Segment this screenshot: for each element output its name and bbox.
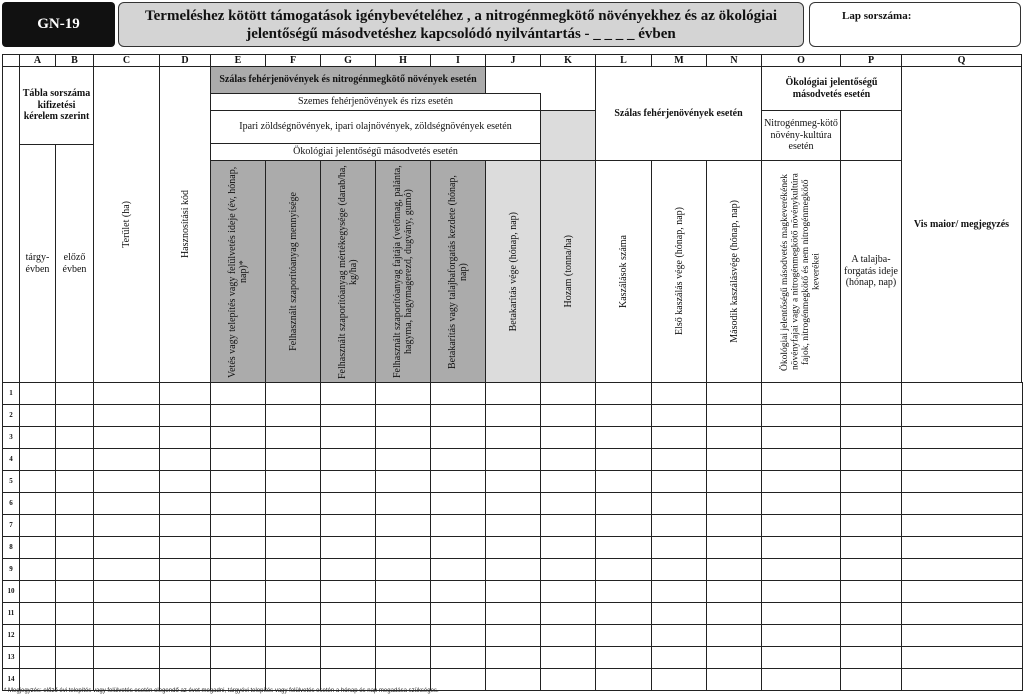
form-title-line2: jelentőségű másodvetéshez kapcsolódó nyilvántartás - _ _ _ _ évben [246, 25, 676, 42]
table-cell[interactable] [595, 602, 652, 625]
table-cell[interactable] [901, 514, 1023, 537]
table-cell[interactable] [55, 580, 94, 603]
table-cell[interactable] [485, 448, 541, 471]
table-cell[interactable] [93, 426, 160, 449]
table-cell[interactable] [159, 492, 211, 515]
header-col-M: Első kaszálás vége (hónap, nap) [651, 160, 707, 383]
table-cell[interactable] [485, 646, 541, 669]
table-cell[interactable] [320, 558, 376, 581]
table-cell[interactable] [595, 624, 652, 647]
table-cell[interactable] [840, 448, 902, 471]
group-okologiai-O-P: Ökológiai jelentőségű másodvetés esetén [761, 66, 902, 111]
table-cell[interactable] [19, 448, 56, 471]
table-cell[interactable] [761, 382, 841, 405]
table-cell[interactable] [210, 624, 266, 647]
table-cell[interactable] [375, 558, 431, 581]
table-cell[interactable] [265, 602, 321, 625]
table-cell[interactable] [485, 514, 541, 537]
column-letter-L: L [595, 54, 652, 67]
table-cell[interactable] [55, 426, 94, 449]
table-cell[interactable] [265, 404, 321, 427]
sheet-number-box[interactable] [809, 2, 1021, 47]
table-cell[interactable] [430, 646, 486, 669]
table-cell[interactable] [595, 668, 652, 691]
group-nitrogen-O: Nitrogénmeg-kötő növény-kultúra esetén [761, 110, 841, 161]
table-cell[interactable] [375, 448, 431, 471]
table-cell[interactable] [840, 602, 902, 625]
header-col-L: Kaszálások száma [595, 160, 652, 383]
table-cell[interactable] [93, 470, 160, 493]
header-col-E: Vetés vagy telepítés vagy felülvetés ideje (év, hónap, nap)* [210, 160, 266, 383]
table-cell[interactable] [55, 624, 94, 647]
table-cell[interactable] [651, 646, 707, 669]
table-cell[interactable] [706, 492, 762, 515]
k-shaded-top [540, 110, 596, 161]
table-cell[interactable] [19, 624, 56, 647]
table-cell[interactable] [595, 492, 652, 515]
group-okologiai-E: Ökológiai jelentőségű másodvetés esetén [210, 143, 541, 161]
table-cell[interactable] [320, 536, 376, 559]
table-cell[interactable] [430, 492, 486, 515]
table-cell[interactable] [320, 580, 376, 603]
table-cell[interactable] [430, 536, 486, 559]
table-cell[interactable] [55, 514, 94, 537]
table-cell[interactable] [706, 382, 762, 405]
table-cell[interactable] [210, 580, 266, 603]
row-number: 3 [2, 426, 20, 449]
header-col-N: Második kaszálásvége (hónap, nap) [706, 160, 762, 383]
column-letter-F: F [265, 54, 321, 67]
table-cell[interactable] [901, 492, 1023, 515]
column-letter-M: M [651, 54, 707, 67]
table-cell[interactable] [320, 624, 376, 647]
table-cell[interactable] [55, 382, 94, 405]
table-cell[interactable] [651, 624, 707, 647]
table-cell[interactable] [265, 470, 321, 493]
table-cell[interactable] [159, 404, 211, 427]
column-letter-A: A [19, 54, 56, 67]
row-number: 13 [2, 646, 20, 669]
table-cell[interactable] [651, 536, 707, 559]
header-col-G: Felhasznált szaporítóanyag mértékegysége (darab/ha, kg/ha) [320, 160, 376, 383]
table-cell[interactable] [651, 404, 707, 427]
row-number: 5 [2, 470, 20, 493]
table-cell[interactable] [93, 448, 160, 471]
row-number: 7 [2, 514, 20, 537]
table-cell[interactable] [55, 602, 94, 625]
table-cell[interactable] [485, 558, 541, 581]
table-cell[interactable] [375, 624, 431, 647]
table-cell[interactable] [210, 558, 266, 581]
table-cell[interactable] [540, 470, 596, 493]
table-cell[interactable] [706, 514, 762, 537]
table-cell[interactable] [901, 558, 1023, 581]
column-letter-O: O [761, 54, 841, 67]
table-cell[interactable] [761, 580, 841, 603]
table-cell[interactable] [430, 448, 486, 471]
table-cell[interactable] [210, 404, 266, 427]
table-cell[interactable] [540, 646, 596, 669]
table-cell[interactable] [651, 382, 707, 405]
table-cell[interactable] [595, 426, 652, 449]
empty-top-JK [485, 66, 596, 94]
table-cell[interactable] [840, 470, 902, 493]
table-cell[interactable] [706, 448, 762, 471]
group-szemes: Szemes fehérjenövények és rizs esetén [210, 93, 541, 111]
table-cell[interactable] [93, 602, 160, 625]
table-cell[interactable] [19, 536, 56, 559]
table-cell[interactable] [320, 602, 376, 625]
table-cell[interactable] [840, 646, 902, 669]
column-letter-I: I [430, 54, 486, 67]
table-cell[interactable] [19, 426, 56, 449]
table-cell[interactable] [430, 580, 486, 603]
table-cell[interactable] [93, 558, 160, 581]
table-cell[interactable] [430, 426, 486, 449]
table-cell[interactable] [761, 646, 841, 669]
table-cell[interactable] [320, 426, 376, 449]
table-cell[interactable] [651, 558, 707, 581]
table-cell[interactable] [706, 668, 762, 691]
table-cell[interactable] [761, 514, 841, 537]
table-cell[interactable] [265, 382, 321, 405]
table-cell[interactable] [55, 448, 94, 471]
table-cell[interactable] [595, 514, 652, 537]
table-cell[interactable] [375, 382, 431, 405]
table-cell[interactable] [540, 558, 596, 581]
table-cell[interactable] [210, 448, 266, 471]
table-cell[interactable] [93, 536, 160, 559]
table-cell[interactable] [761, 602, 841, 625]
table-cell[interactable] [901, 624, 1023, 647]
table-cell[interactable] [706, 580, 762, 603]
row-number-header [2, 66, 20, 383]
header-col-Q: Vis maior/ megjegyzés [901, 66, 1022, 383]
table-cell[interactable] [430, 470, 486, 493]
table-cell[interactable] [210, 382, 266, 405]
table-cell[interactable] [595, 558, 652, 581]
header-col-K: Hozam (tonna/ha) [540, 160, 596, 383]
table-cell[interactable] [265, 448, 321, 471]
form-title [118, 2, 804, 47]
table-cell[interactable] [375, 602, 431, 625]
table-cell[interactable] [651, 448, 707, 471]
table-cell[interactable] [485, 580, 541, 603]
table-cell[interactable] [55, 536, 94, 559]
table-cell[interactable] [210, 602, 266, 625]
table-cell[interactable] [19, 580, 56, 603]
table-cell[interactable] [901, 426, 1023, 449]
table-cell[interactable] [840, 624, 902, 647]
table-cell[interactable] [430, 382, 486, 405]
column-letter-K: K [540, 54, 596, 67]
table-cell[interactable] [430, 558, 486, 581]
header-col-F: Felhasznált szaporítóanyag mennyisége [265, 160, 321, 383]
row-number: 9 [2, 558, 20, 581]
table-cell[interactable] [595, 470, 652, 493]
table-cell[interactable] [320, 382, 376, 405]
table-cell[interactable] [540, 426, 596, 449]
table-cell[interactable] [651, 602, 707, 625]
table-cell[interactable] [485, 470, 541, 493]
table-cell[interactable] [375, 536, 431, 559]
table-cell[interactable] [761, 404, 841, 427]
column-letter-J: J [485, 54, 541, 67]
table-cell[interactable] [159, 426, 211, 449]
table-cell[interactable] [320, 646, 376, 669]
header-col-D: Hasznosítási kód [159, 66, 211, 383]
table-cell[interactable] [540, 382, 596, 405]
table-cell[interactable] [485, 536, 541, 559]
table-cell[interactable] [840, 514, 902, 537]
table-cell[interactable] [55, 404, 94, 427]
table-cell[interactable] [595, 404, 652, 427]
form-code: GN-19 [2, 2, 115, 47]
form-title-line1: Termeléshez kötött támogatások igénybevételéhez , a nitrogénmegkötő növényekhez és az ökológiai [145, 7, 777, 24]
column-letter-C: C [93, 54, 160, 67]
table-cell[interactable] [485, 382, 541, 405]
table-cell[interactable] [840, 382, 902, 405]
table-cell[interactable] [159, 646, 211, 669]
table-cell[interactable] [210, 426, 266, 449]
column-letter-G: G [320, 54, 376, 67]
table-cell[interactable] [595, 646, 652, 669]
table-cell[interactable] [901, 602, 1023, 625]
table-cell[interactable] [375, 514, 431, 537]
row-number: 14 [2, 668, 20, 691]
table-cell[interactable] [485, 426, 541, 449]
table-cell[interactable] [540, 514, 596, 537]
table-cell[interactable] [210, 536, 266, 559]
table-cell[interactable] [651, 492, 707, 515]
empty-P-mid [840, 110, 902, 161]
column-letter-N: N [706, 54, 762, 67]
table-cell[interactable] [706, 602, 762, 625]
table-cell[interactable] [19, 514, 56, 537]
header-col-I: Betakarítás vagy talajbaforgatás kezdete (hónap, nap) [430, 160, 486, 383]
table-cell[interactable] [761, 624, 841, 647]
table-cell[interactable] [430, 404, 486, 427]
table-cell[interactable] [19, 602, 56, 625]
table-cell[interactable] [540, 536, 596, 559]
table-cell[interactable] [840, 426, 902, 449]
table-cell[interactable] [93, 646, 160, 669]
header-col-C: Terület (ha) [93, 66, 160, 383]
table-cell[interactable] [540, 448, 596, 471]
table-cell[interactable] [93, 404, 160, 427]
group-szalas-nitrogen: Szálas fehérjenövények és nitrogénmegkötő növények esetén [210, 66, 486, 94]
table-cell[interactable] [595, 382, 652, 405]
table-cell[interactable] [901, 470, 1023, 493]
table-cell[interactable] [485, 492, 541, 515]
table-cell[interactable] [840, 492, 902, 515]
column-letter-D: D [159, 54, 211, 67]
table-cell[interactable] [485, 668, 541, 691]
table-cell[interactable] [210, 470, 266, 493]
column-letter-B: B [55, 54, 94, 67]
table-cell[interactable] [595, 448, 652, 471]
table-cell[interactable] [485, 404, 541, 427]
table-cell[interactable] [320, 470, 376, 493]
table-cell[interactable] [761, 536, 841, 559]
header-col-B: előző évben [55, 144, 94, 383]
table-cell[interactable] [159, 536, 211, 559]
table-cell[interactable] [430, 624, 486, 647]
table-cell[interactable] [540, 668, 596, 691]
table-cell[interactable] [540, 580, 596, 603]
table-cell[interactable] [159, 470, 211, 493]
table-cell[interactable] [159, 514, 211, 537]
table-cell[interactable] [19, 646, 56, 669]
table-cell[interactable] [651, 470, 707, 493]
header-col-O: Ökológiai jelentőségű másodvetés magkeverékének növényfajai vagy a nitrogénmegkötő növénykultúra fajok, nitrogénmegkötő és nem nitrogénmegkötő keverékei [761, 160, 841, 383]
table-cell[interactable] [485, 624, 541, 647]
table-cell[interactable] [540, 492, 596, 515]
table-cell[interactable] [55, 558, 94, 581]
header-col-H: Felhasznált szaporítóanyag fajtája (vetőmag, palánta, hagyma, hagymagerezd, dugvány, gumó) [375, 160, 431, 383]
table-cell[interactable] [706, 624, 762, 647]
table-cell[interactable] [19, 404, 56, 427]
table-cell[interactable] [159, 558, 211, 581]
table-cell[interactable] [901, 580, 1023, 603]
row-number: 4 [2, 448, 20, 471]
table-cell[interactable] [55, 470, 94, 493]
table-cell[interactable] [265, 646, 321, 669]
table-cell[interactable] [840, 558, 902, 581]
table-cell[interactable] [375, 492, 431, 515]
table-cell[interactable] [901, 448, 1023, 471]
table-cell[interactable] [540, 404, 596, 427]
table-cell[interactable] [93, 624, 160, 647]
table-cell[interactable] [706, 470, 762, 493]
empty-K-top [540, 93, 596, 111]
row-number: 12 [2, 624, 20, 647]
table-cell[interactable] [706, 404, 762, 427]
footnote: * Megjegyzés: előző évi telepítés vagy felülvetés esetén elegendő az évet megadni, tárgyévi telepítés vagy felülvetés esetén a hónap és nap megadása szükséges. [4, 688, 439, 694]
table-cell[interactable] [375, 426, 431, 449]
table-cell[interactable] [840, 668, 902, 691]
table-cell[interactable] [375, 646, 431, 669]
table-cell[interactable] [706, 646, 762, 669]
table-cell[interactable] [55, 646, 94, 669]
table-cell[interactable] [210, 492, 266, 515]
column-letter-E: E [210, 54, 266, 67]
table-cell[interactable] [901, 382, 1023, 405]
table-cell[interactable] [265, 536, 321, 559]
table-cell[interactable] [265, 492, 321, 515]
row-number: 10 [2, 580, 20, 603]
table-cell[interactable] [19, 492, 56, 515]
table-cell[interactable] [265, 580, 321, 603]
table-cell[interactable] [651, 668, 707, 691]
table-cell[interactable] [595, 536, 652, 559]
row-number: 6 [2, 492, 20, 515]
header-table-number: Tábla sorszáma kifizetési kérelem szerint [19, 66, 94, 145]
table-cell[interactable] [265, 514, 321, 537]
table-cell[interactable] [159, 624, 211, 647]
table-cell[interactable] [840, 536, 902, 559]
table-cell[interactable] [265, 624, 321, 647]
table-cell[interactable] [706, 558, 762, 581]
table-cell[interactable] [265, 558, 321, 581]
table-cell[interactable] [761, 426, 841, 449]
header-col-P: A talajba-forgatás ideje (hónap, nap) [840, 160, 902, 383]
table-cell[interactable] [159, 448, 211, 471]
table-cell[interactable] [375, 404, 431, 427]
table-cell[interactable] [901, 646, 1023, 669]
row-number: 1 [2, 382, 20, 405]
column-letter-P: P [840, 54, 902, 67]
table-cell[interactable] [901, 404, 1023, 427]
group-szalas-L-N: Szálas fehérjenövények esetén [595, 66, 762, 161]
table-cell[interactable] [901, 536, 1023, 559]
table-cell[interactable] [430, 602, 486, 625]
table-cell[interactable] [159, 602, 211, 625]
table-cell[interactable] [651, 514, 707, 537]
table-cell[interactable] [19, 470, 56, 493]
table-cell[interactable] [93, 382, 160, 405]
table-cell[interactable] [159, 382, 211, 405]
column-letter-Q: Q [901, 54, 1022, 67]
table-cell[interactable] [320, 404, 376, 427]
table-cell[interactable] [93, 580, 160, 603]
table-cell[interactable] [761, 558, 841, 581]
row-number: 8 [2, 536, 20, 559]
table-cell[interactable] [93, 492, 160, 515]
table-cell[interactable] [651, 426, 707, 449]
table-cell[interactable] [210, 646, 266, 669]
table-cell[interactable] [485, 602, 541, 625]
table-cell[interactable] [19, 558, 56, 581]
row-number: 2 [2, 404, 20, 427]
table-cell[interactable] [840, 404, 902, 427]
table-cell[interactable] [761, 448, 841, 471]
table-cell[interactable] [540, 624, 596, 647]
table-cell[interactable] [55, 492, 94, 515]
table-cell[interactable] [159, 580, 211, 603]
table-cell[interactable] [706, 426, 762, 449]
table-cell[interactable] [375, 470, 431, 493]
table-cell[interactable] [761, 668, 841, 691]
table-cell[interactable] [320, 492, 376, 515]
table-cell[interactable] [840, 580, 902, 603]
table-cell[interactable] [93, 514, 160, 537]
table-cell[interactable] [265, 426, 321, 449]
table-cell[interactable] [430, 514, 486, 537]
header-col-J: Betakarítás vége (hónap, nap) [485, 160, 541, 383]
table-cell[interactable] [595, 580, 652, 603]
table-cell[interactable] [375, 580, 431, 603]
table-cell[interactable] [320, 448, 376, 471]
table-cell[interactable] [761, 470, 841, 493]
table-cell[interactable] [210, 514, 266, 537]
table-cell[interactable] [651, 580, 707, 603]
header-col-A: tárgy-évben [19, 144, 56, 383]
table-cell[interactable] [901, 668, 1023, 691]
table-cell[interactable] [540, 602, 596, 625]
column-letter-H: H [375, 54, 431, 67]
table-cell[interactable] [706, 536, 762, 559]
row-number: 11 [2, 602, 20, 625]
table-cell[interactable] [761, 492, 841, 515]
table-cell[interactable] [19, 382, 56, 405]
sheet-number-label: Lap sorszáma: [842, 10, 912, 22]
table-cell[interactable] [320, 514, 376, 537]
group-ipari: Ipari zöldségnövények, ipari olajnövények, zöldségnövények esetén [210, 110, 541, 144]
